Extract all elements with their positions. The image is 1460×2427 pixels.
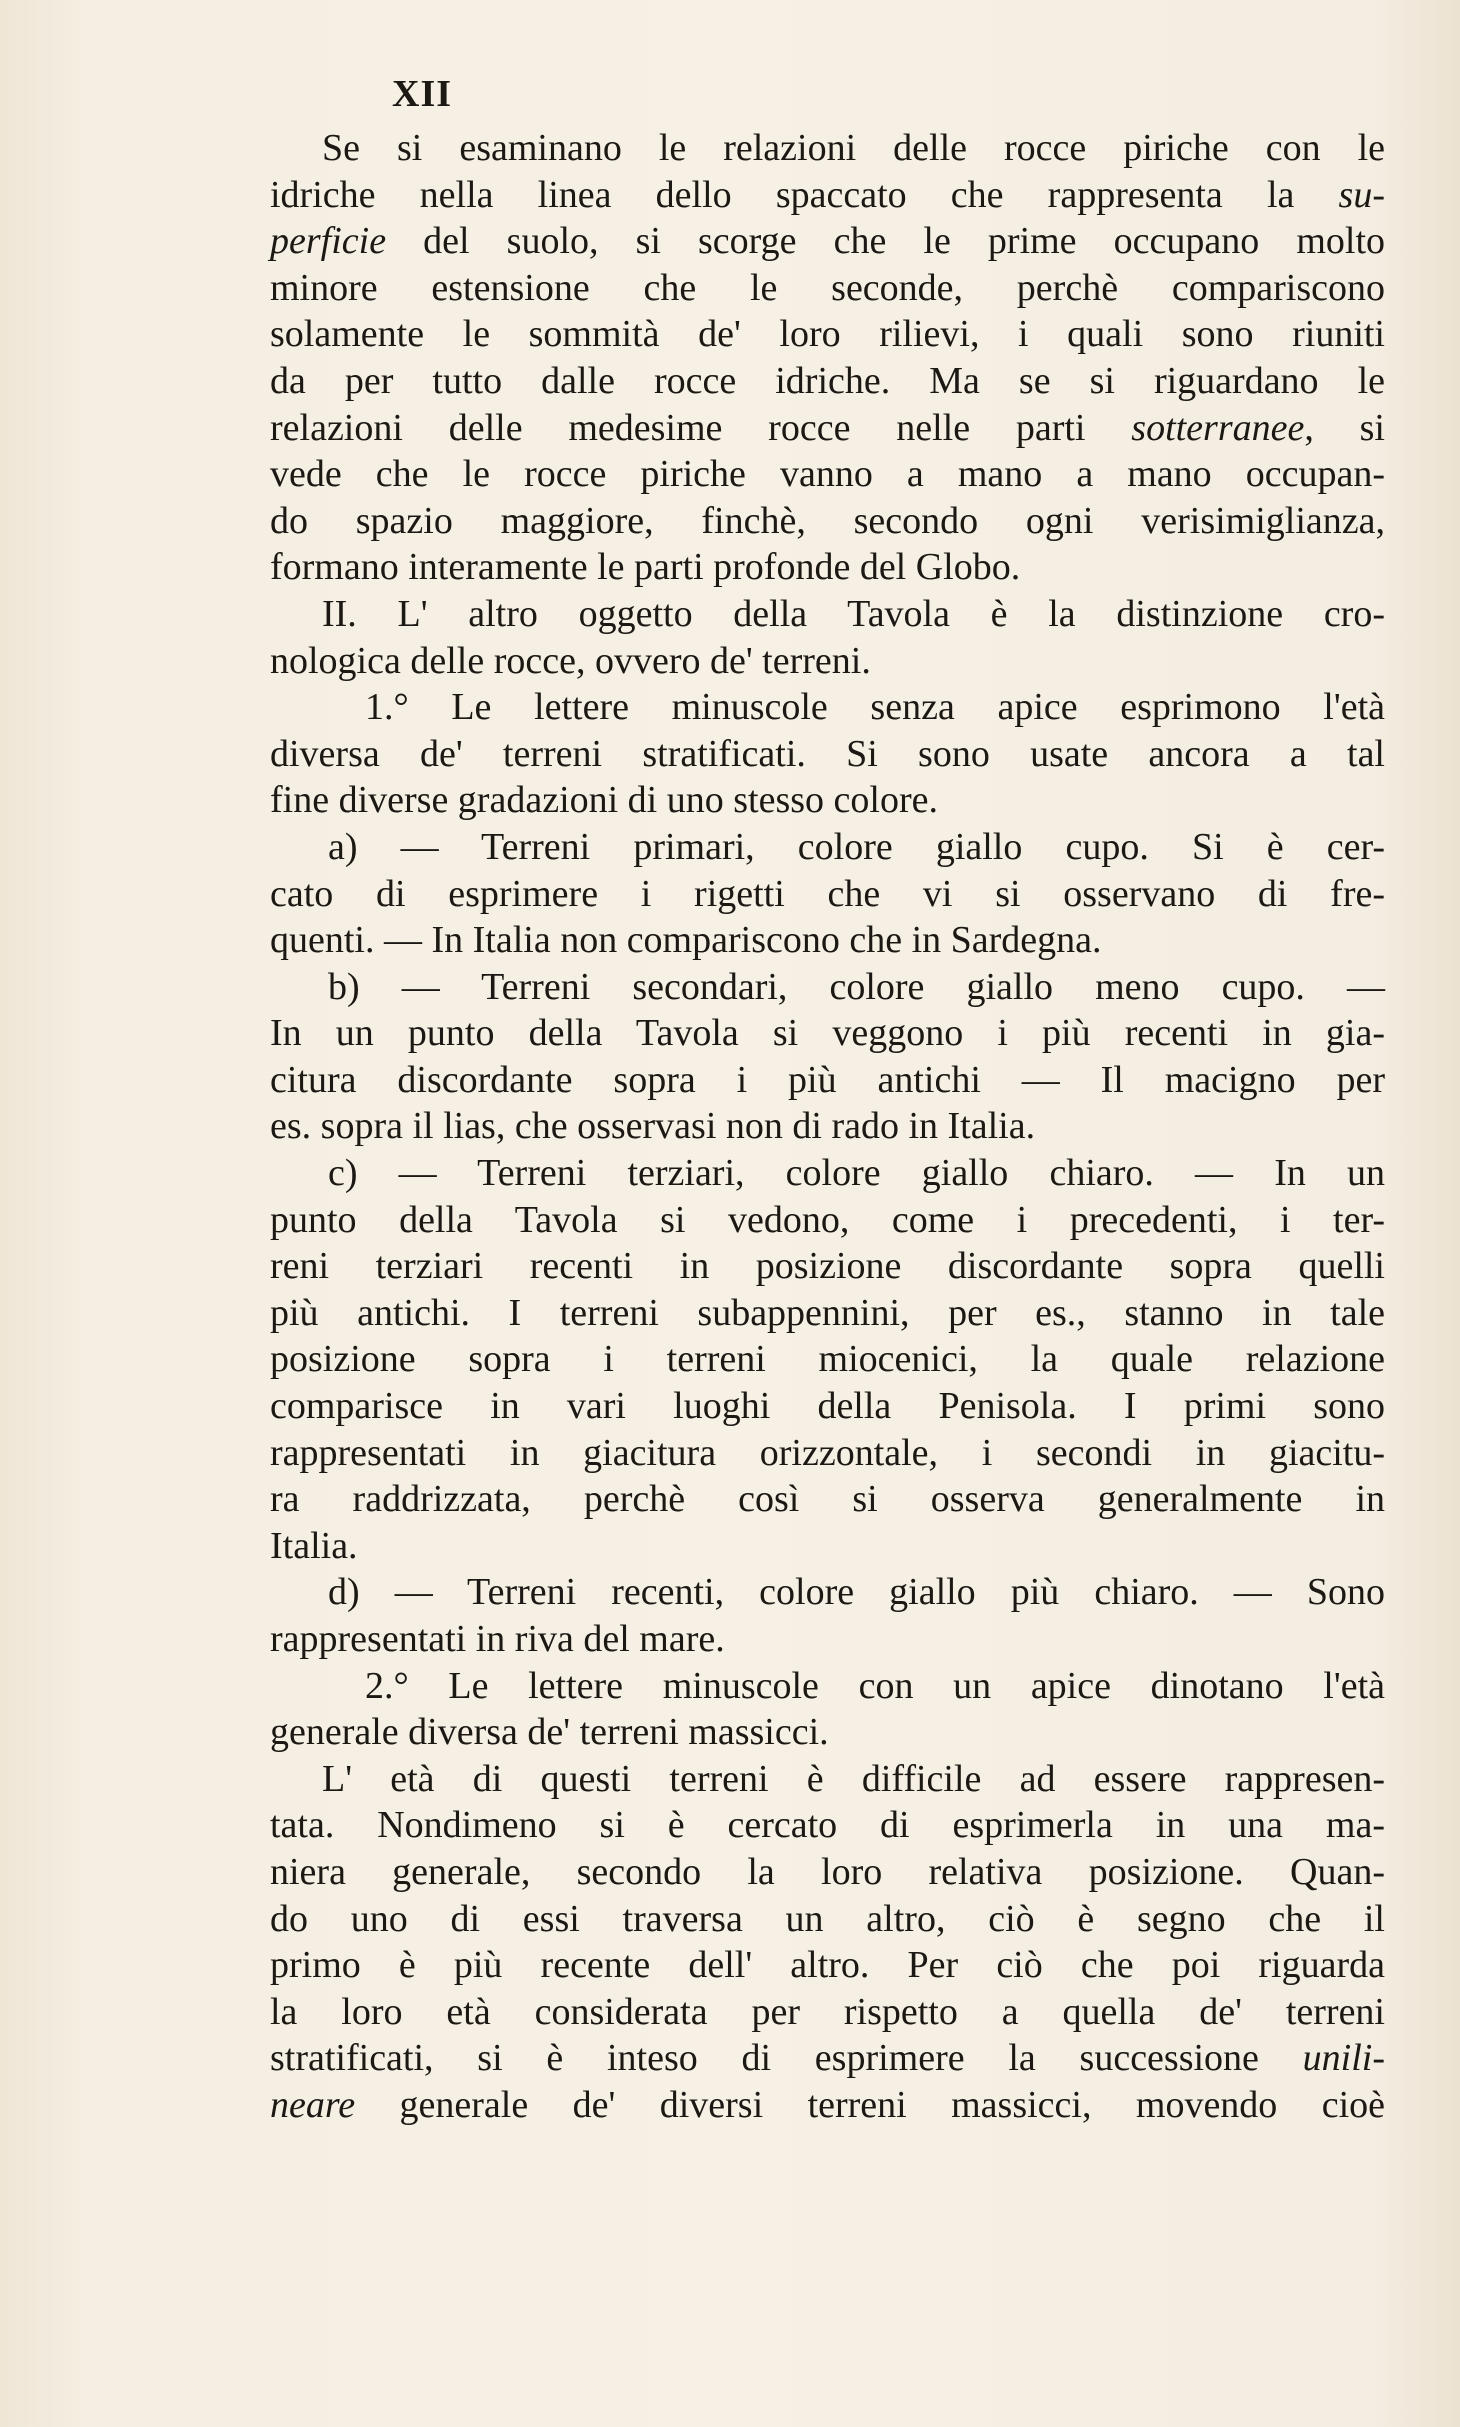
text-line: diversa de' terreni stratificati. Si sono usate ancora a tal <box>270 732 1385 775</box>
line-text: stratificati, si è inteso di esprimere la successione <box>270 2037 1303 2080</box>
text-line: d) — Terreni recenti, colore giallo più chiaro. — Sono <box>328 1571 1385 1614</box>
text-line: tata. Nondimeno si è cercato di esprimerla in una ma- <box>270 1804 1385 1847</box>
text-line: nologica delle rocce, ovvero de' terreni. <box>270 639 871 682</box>
text-line: solamente le sommità de' loro rilievi, i quali sono riuniti <box>270 313 1385 356</box>
text-line: citura discordante sopra i più antichi — Il macigno per <box>270 1058 1385 1101</box>
line-text: generale de' diversi terreni massicci, movendo cioè <box>355 2083 1385 2126</box>
text-line: reni terziari recenti in posizione discordante sopra quelli <box>270 1245 1385 1288</box>
body-text <box>270 125 1385 2129</box>
text-line: L' età di questi terreni è difficile ad essere rappresen- <box>322 1757 1385 1800</box>
text-line: punto della Tavola si vedono, come i precedenti, i ter- <box>270 1198 1385 1241</box>
text-line: vede che le rocce piriche vanno a mano a mano occupan- <box>270 453 1385 496</box>
text-line: la loro età considerata per rispetto a quella de' terreni <box>270 1990 1385 2033</box>
italic-term: su- <box>1338 173 1385 216</box>
text-line: Italia. <box>270 1524 358 1567</box>
text-line: comparisce in vari luoghi della Penisola. I primi sono <box>270 1385 1385 1428</box>
text-line: 2.° Le lettere minuscole con un apice dinotano l'età <box>365 1664 1385 1707</box>
line-text: , si <box>1304 406 1385 449</box>
text-line: 1.° Le lettere minuscole senza apice esprimono l'età <box>365 686 1385 729</box>
text-line: primo è più recente dell' altro. Per ciò che poi riguarda <box>270 1944 1385 1987</box>
text-line <box>270 218 1385 265</box>
text-line: c) — Terreni terziari, colore giallo chiaro. — In un <box>328 1152 1385 1195</box>
text-line: fine diverse gradazioni di uno stesso colore. <box>270 779 938 822</box>
text-line: do uno di essi traversa un altro, ciò è segno che il <box>270 1897 1385 1940</box>
text-line: formano interamente le parti profonde del Globo. <box>270 546 1021 589</box>
text-line: quenti. — In Italia non compariscono che in Sardegna. <box>270 919 1102 962</box>
text-line: b) — Terreni secondari, colore giallo meno cupo. — <box>328 965 1385 1008</box>
italic-term: neare <box>270 2083 356 2126</box>
text-line: II. L' altro oggetto della Tavola è la distinzione cro- <box>322 592 1385 635</box>
text-line: rappresentati in riva del mare. <box>270 1618 725 1660</box>
text-line: da per tutto dalle rocce idriche. Ma se si riguardano le <box>270 359 1385 402</box>
text-line: ra raddrizzata, perchè così si osserva generalmente in <box>270 1478 1385 1521</box>
text-line: posizione sopra i terreni miocenici, la quale relazione <box>270 1338 1385 1381</box>
italic-term: unili- <box>1302 2037 1385 2080</box>
text-line: più antichi. I terreni subappennini, per es., stanno in tale <box>270 1291 1385 1334</box>
text-line: niera generale, secondo la loro relativa posizione. Quan- <box>270 1850 1385 1893</box>
text-line: a) — Terreni primari, colore giallo cupo. Si è cer- <box>328 825 1385 868</box>
text-line <box>270 2035 1385 2082</box>
line-text: idriche nella linea dello spaccato che rappresenta la <box>270 173 1339 216</box>
text-line <box>270 2082 1385 2129</box>
text-line: Se si esaminano le relazioni delle rocce piriche con le <box>322 127 1385 169</box>
page-number: XII <box>392 73 453 115</box>
italic-term: sotterranee <box>1131 406 1305 449</box>
text-line: In un punto della Tavola si veggono i più recenti in gia- <box>270 1012 1385 1055</box>
text-line <box>270 172 1385 219</box>
italic-term: perficie <box>270 220 387 263</box>
text-line: generale diversa de' terreni massicci. <box>270 1711 829 1754</box>
text-line: cato di esprimere i rigetti che vi si osservano di fre- <box>270 872 1385 915</box>
text-line <box>270 405 1385 452</box>
text-line: minore estensione che le seconde, perchè compariscono <box>270 266 1385 309</box>
line-text: relazioni delle medesime rocce nelle parti <box>270 406 1132 449</box>
text-line: es. sopra il lias, che osservasi non di rado in Italia. <box>270 1105 1036 1148</box>
text-line: rappresentati in giacitura orizzontale, i secondi in giacitu- <box>270 1431 1385 1474</box>
line-text: del suolo, si scorge che le prime occupano molto <box>386 220 1385 263</box>
text-line: do spazio maggiore, finchè, secondo ogni verisimiglianza, <box>270 499 1385 542</box>
